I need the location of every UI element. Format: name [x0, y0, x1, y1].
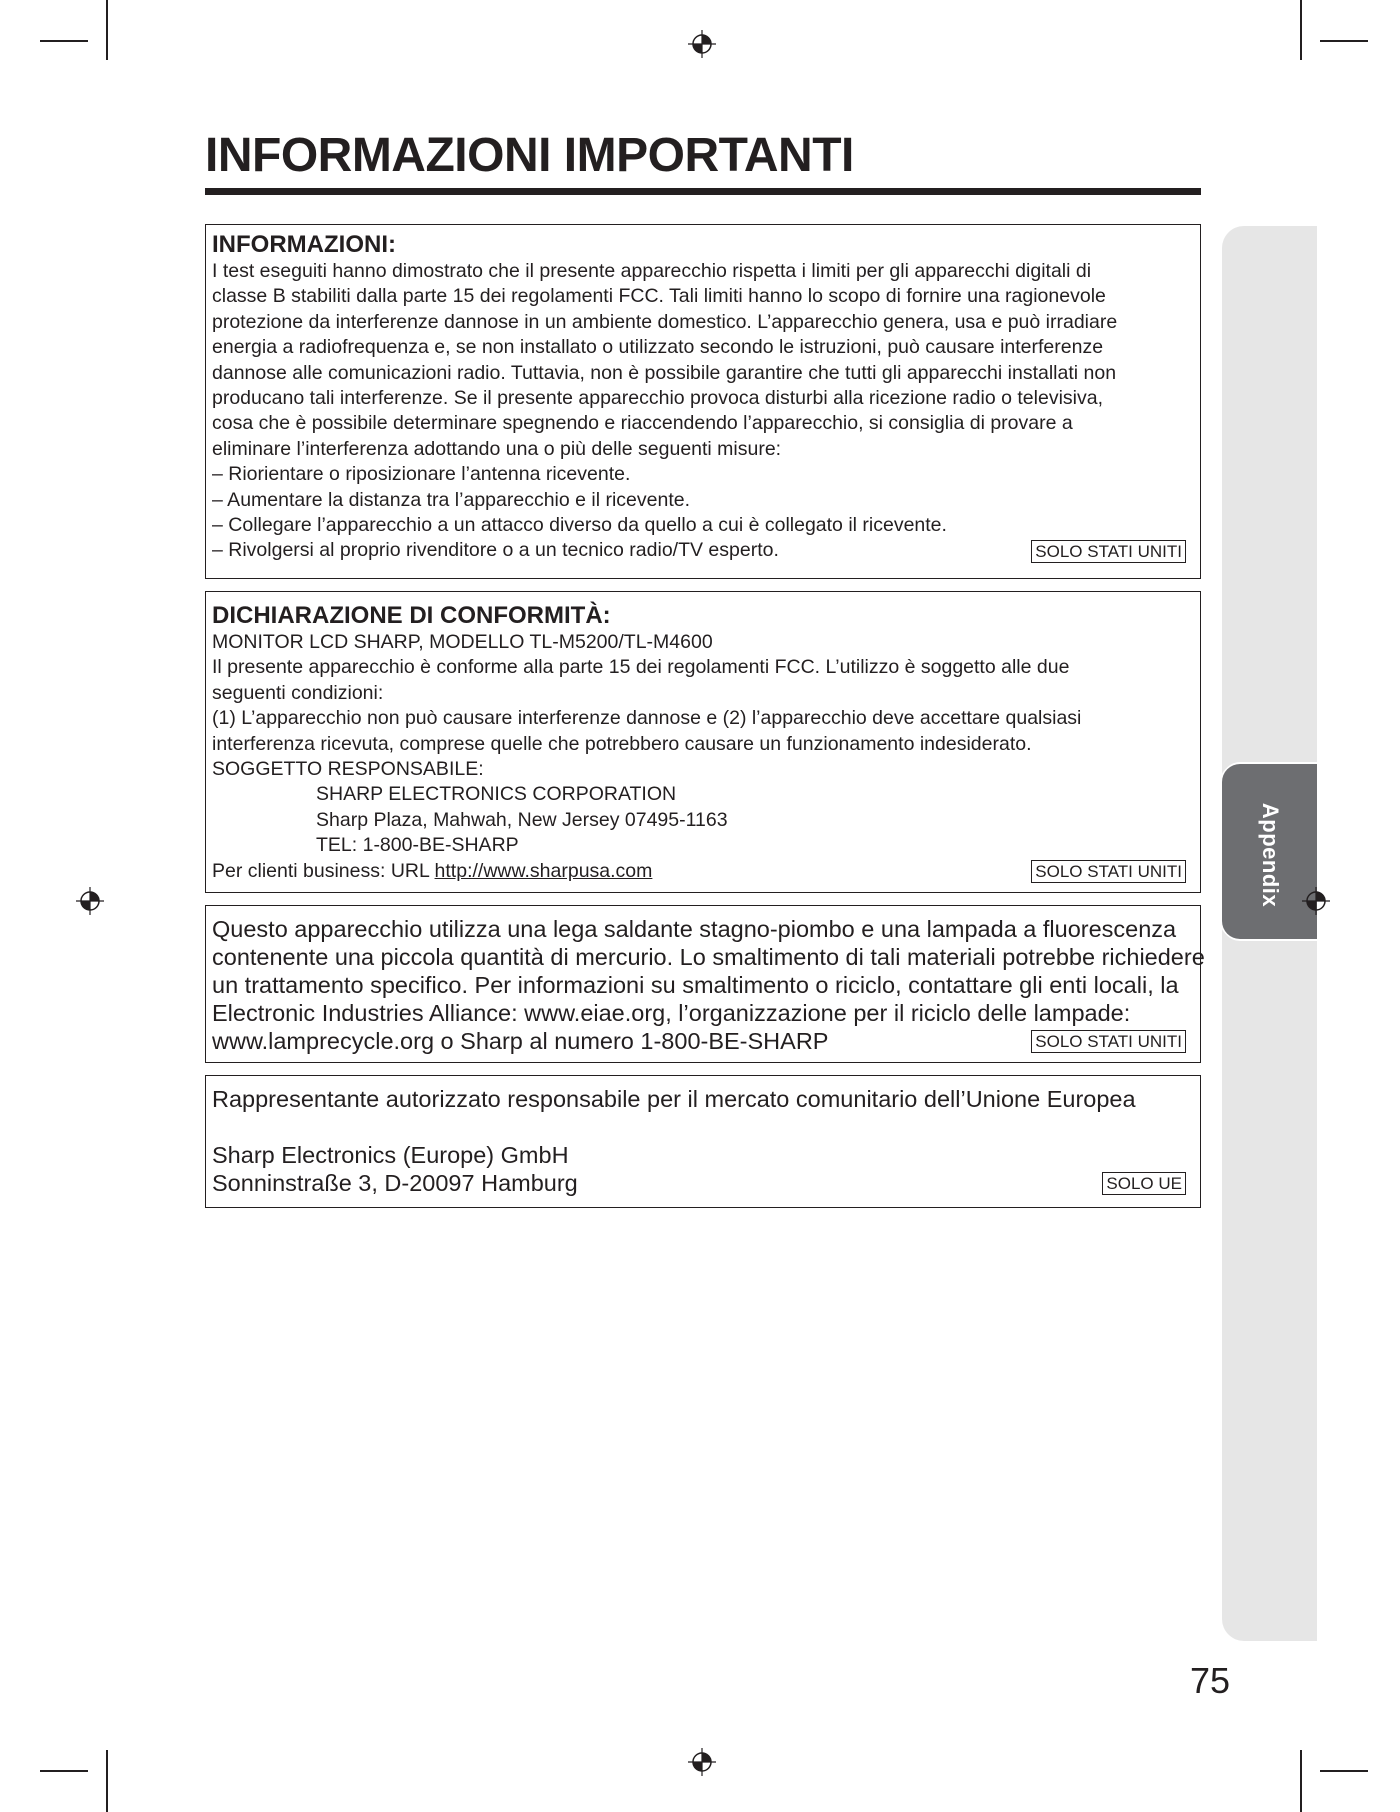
info-last-row [212, 538, 1186, 563]
eu-address: Sonninstraße 3, D-20097 Hamburg [212, 1170, 578, 1196]
crop-mark [106, 1750, 108, 1812]
conformity-box [205, 591, 1201, 893]
eu-intro: Rappresentante autorizzato responsabile per il mercato comunitario dell’Unione Europea [212, 1086, 1136, 1112]
region-tag: SOLO STATI UNITI [1031, 860, 1186, 883]
conformity-body [212, 630, 1186, 884]
eu-spacer [212, 1113, 1186, 1141]
info-body [212, 259, 1186, 564]
address-line: TEL: 1-800-BE-SHARP [316, 834, 519, 857]
disposal-body [212, 915, 1205, 1055]
info-line: eliminare l’interferenza adottando una o più delle seguenti misure: [212, 437, 782, 460]
disposal-line: www.lamprecycle.org o Sharp al numero 1-800-BE-SHARP [212, 1028, 829, 1054]
info-line: protezione da interferenze dannose in un ambiente domestico. L’apparecchio genera, usa e può irradiare [212, 310, 1118, 333]
info-bullet: – Aumentare la distanza tra l’apparecchio e il ricevente. [212, 488, 691, 511]
address-line: SHARP ELECTRONICS CORPORATION [316, 783, 677, 806]
conformity-line: seguenti condizioni: [212, 681, 384, 704]
info-bullet: – Collegare l’apparecchio a un attacco diverso da quello a cui è collegato il ricevente. [212, 514, 947, 537]
registration-mark-icon [1302, 887, 1330, 915]
region-tag: SOLO STATI UNITI [1031, 1030, 1186, 1053]
registration-mark-icon [688, 30, 716, 58]
region-tag: SOLO STATI UNITI [1031, 540, 1186, 563]
info-line: dannose alle comunicazioni radio. Tuttavia, non è possibile garantire che tutti gli apparecchi installati non [212, 361, 1117, 384]
registration-mark-icon [76, 887, 104, 915]
disposal-line: Questo apparecchio utilizza una lega saldante stagno-piombo e una lampada a fluorescenza [212, 916, 1177, 942]
conformity-line: SOGGETTO RESPONSABILE: [212, 758, 484, 781]
conformity-line: MONITOR LCD SHARP, MODELLO TL-M5200/TL-M4600 [212, 631, 713, 653]
registration-mark-icon [688, 1748, 716, 1776]
disposal-line: Electronic Industries Alliance: www.eiae.org, l’organizzazione per il riciclo delle lampade: [212, 1000, 1131, 1026]
appendix-tab-label: Appendix [1258, 802, 1284, 908]
eu-box [205, 1075, 1201, 1208]
business-line [212, 859, 652, 884]
info-line: I test eseguiti hanno dimostrato che il presente apparecchio rispetta i limiti per gli apparecchi digitali di [212, 260, 1092, 282]
disposal-line: un trattamento specifico. Per informazioni su smaltimento o riciclo, contattare gli enti locali, la [212, 972, 1179, 998]
business-row [212, 859, 1186, 884]
info-line: cosa che è possibile determinare spegnendo e riaccendendo l’apparecchio, si consiglia di provare a [212, 412, 1073, 435]
crop-mark [1320, 1770, 1368, 1772]
address-line: Sharp Plaza, Mahwah, New Jersey 07495-1163 [316, 808, 728, 831]
info-line: classe B stabiliti dalla parte 15 dei regolamenti FCC. Tali limiti hanno lo scopo di fornire una ragionevole [212, 285, 1106, 308]
conformity-heading: DICHIARAZIONE DI CONFORMITÀ: [212, 602, 611, 629]
info-heading: INFORMAZIONI: [212, 231, 396, 258]
appendix-tab-label-wrap [1250, 800, 1290, 910]
disposal-box [205, 905, 1205, 1063]
conformity-line: interferenza ricevuta, comprese quelle che potrebbero causare un funzionamento indesiderato. [212, 732, 1032, 755]
disposal-last-row [212, 1027, 1186, 1055]
crop-mark [40, 1770, 88, 1772]
eu-address-row [212, 1169, 1186, 1197]
title-rule [205, 188, 1201, 195]
page-title: INFORMAZIONI IMPORTANTI [205, 129, 854, 182]
crop-mark [1320, 40, 1368, 42]
conformity-line: Il presente apparecchio è conforme alla parte 15 dei regolamenti FCC. L’utilizzo è soggetto alle due [212, 656, 1070, 679]
info-box [205, 224, 1201, 579]
crop-mark [40, 40, 88, 42]
disposal-line: contenente una piccola quantità di mercurio. Lo smaltimento di tali materiali potrebbe richiedere [212, 944, 1205, 970]
conformity-line: (1) L’apparecchio non può causare interferenze dannose e (2) l’apparecchio deve accettare qualsiasi [212, 707, 1082, 730]
crop-mark [106, 0, 108, 60]
info-bullet: – Riorientare o riposizionare l’antenna ricevente. [212, 463, 631, 486]
crop-mark [1300, 0, 1302, 60]
page-number: 75 [1190, 1660, 1231, 1701]
info-line: producano tali interferenze. Se il presente apparecchio provoca disturbi alla ricezione radio o televisiva, [212, 387, 1104, 410]
eu-body [212, 1085, 1186, 1197]
info-line: energia a radiofrequenza e, se non installato o utilizzato secondo le istruzioni, può causare interferenze [212, 336, 1104, 359]
info-bullet: – Rivolgersi al proprio rivenditore o a un tecnico radio/TV esperto. [212, 539, 779, 562]
sharpusa-link[interactable]: http://www.sharpusa.com [434, 859, 653, 882]
region-tag: SOLO UE [1102, 1172, 1186, 1195]
crop-mark [1300, 1750, 1302, 1812]
eu-company: Sharp Electronics (Europe) GmbH [212, 1142, 569, 1168]
business-prefix: Per clienti business: URL [212, 859, 435, 882]
